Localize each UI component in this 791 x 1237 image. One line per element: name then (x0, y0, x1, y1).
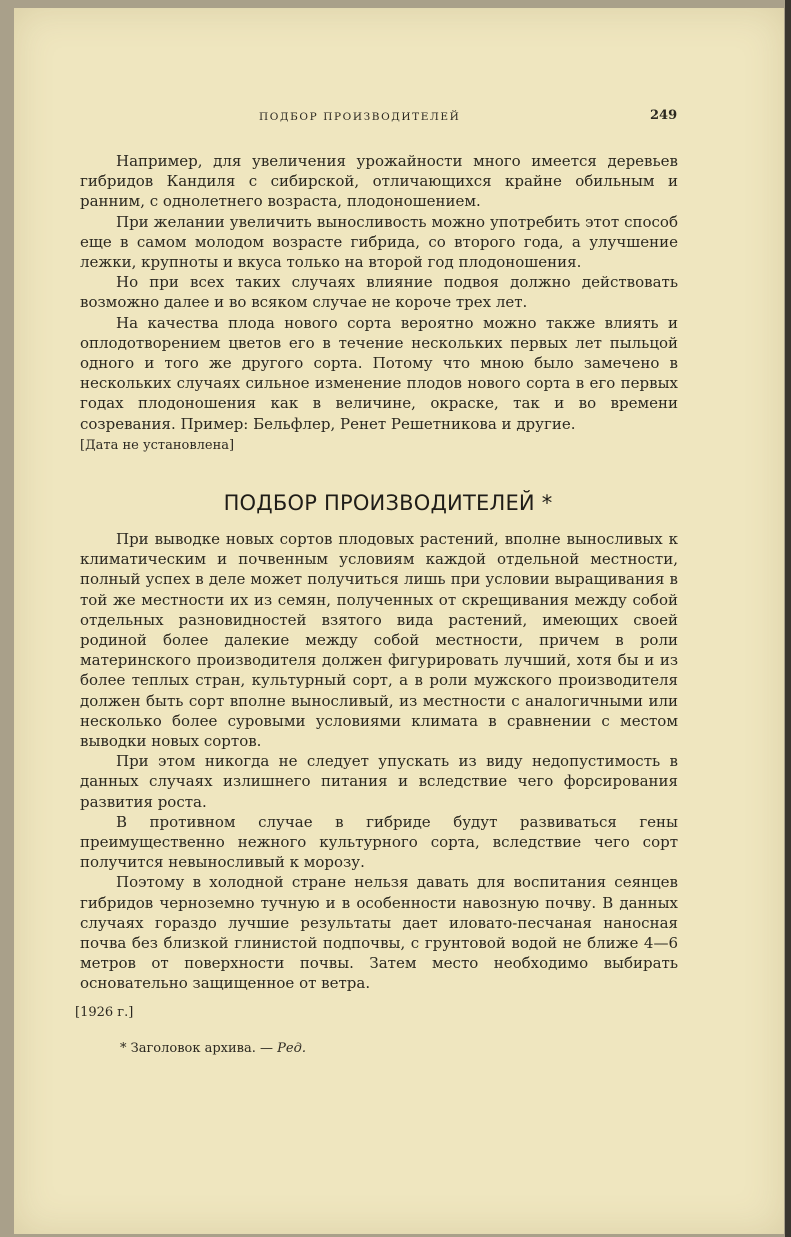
scan-edge (785, 0, 791, 1237)
page-number: 249 (650, 108, 678, 123)
footnote-editor: Ред. (277, 1041, 306, 1056)
book-page (14, 8, 784, 1234)
section-2-body (80, 529, 678, 994)
paragraph: В противном случае в гибриде будут развиваться гены преимущественно нежного культурного сорта, вследствие чего сорт получится невыносливый к морозу. (80, 812, 678, 872)
paragraph: Но при всех таких случаях влияние подвоя должно действовать возможно далее и во всяком случае не короче трех лет. (80, 273, 678, 312)
paragraph: При желании увеличить выносливость можно употребить этот способ еще в самом молодом возрасте гибрида, со второго года, а улучшение лежки, крупноты и вкуса только на второй год плодоношения. (80, 212, 678, 272)
paragraph: На качества плода нового сорта вероятно можно также влиять и оплодотворением цветов его в течение нескольких первых лет пыльцой одного и того же другого сорта. Потому что мною было замечено в нескольких случаях сильное изменение плодов нового сорта в его первых годах плодоношения как в величине, окраске, так и во времени созревания. Пример: Бельфлер, Ренет Решетникова и другие. (80, 313, 678, 433)
date-note: [Дата не установлена] (80, 437, 235, 453)
section-1-body (80, 151, 678, 456)
date-note: [1926 г.] (75, 1005, 134, 1020)
paragraph: При этом никогда не следует упускать из виду недопустимость в данных случаях излишнего питания и вследствие чего форсирования развития роста. (80, 752, 678, 811)
footnote (120, 1041, 306, 1056)
running-head: ПОДБОР ПРОИЗВОДИТЕЛЕЙ (259, 111, 461, 123)
paragraph: Поэтому в холодной стране нельзя давать для воспитания сеянцев гибридов черноземно тучную и в особенности навозную почву. В данных случаях гораздо лучшие результаты дает иловато-песчаная наносная почва без близкой глинистой подпочвы, с грунтовой водой не ближе 4—6 метров от поверхности почвы. Затем место необходимо выбирать основательно защищенное от ветра. (80, 873, 678, 993)
paragraph: При выводке новых сортов плодовых растений, вполне выносливых к климатическим и почвенным условиям каждой отдельной местности, полный успех в деле может получиться лишь при условии выращивания в той же местности их из семян, полученных от скрещивания между собой отдельных разновидностей взятого вида растений, имеющих своей родиной более далекие между собой местности, причем в роли материнского производителя должен фигурировать лучший, хотя бы и из более теплых стран, культурный сорт, а в роли мужского производителя должен быть сорт вполне выносливый, из местности с аналогичными или несколько более суровыми условиями климата в сравнении с местом выводки новых сортов. (80, 530, 678, 751)
footnote-text: * Заголовок архива. — (120, 1041, 274, 1056)
paragraph: Например, для увеличения урожайности много имеется деревьев гибридов Кандиля с сибирской, отличающихся крайне обильным и ранним, с однолетнего возраста, плодоношением. (80, 152, 678, 211)
section-title: ПОДБОР ПРОИЗВОДИТЕЛЕЙ * (223, 491, 553, 515)
